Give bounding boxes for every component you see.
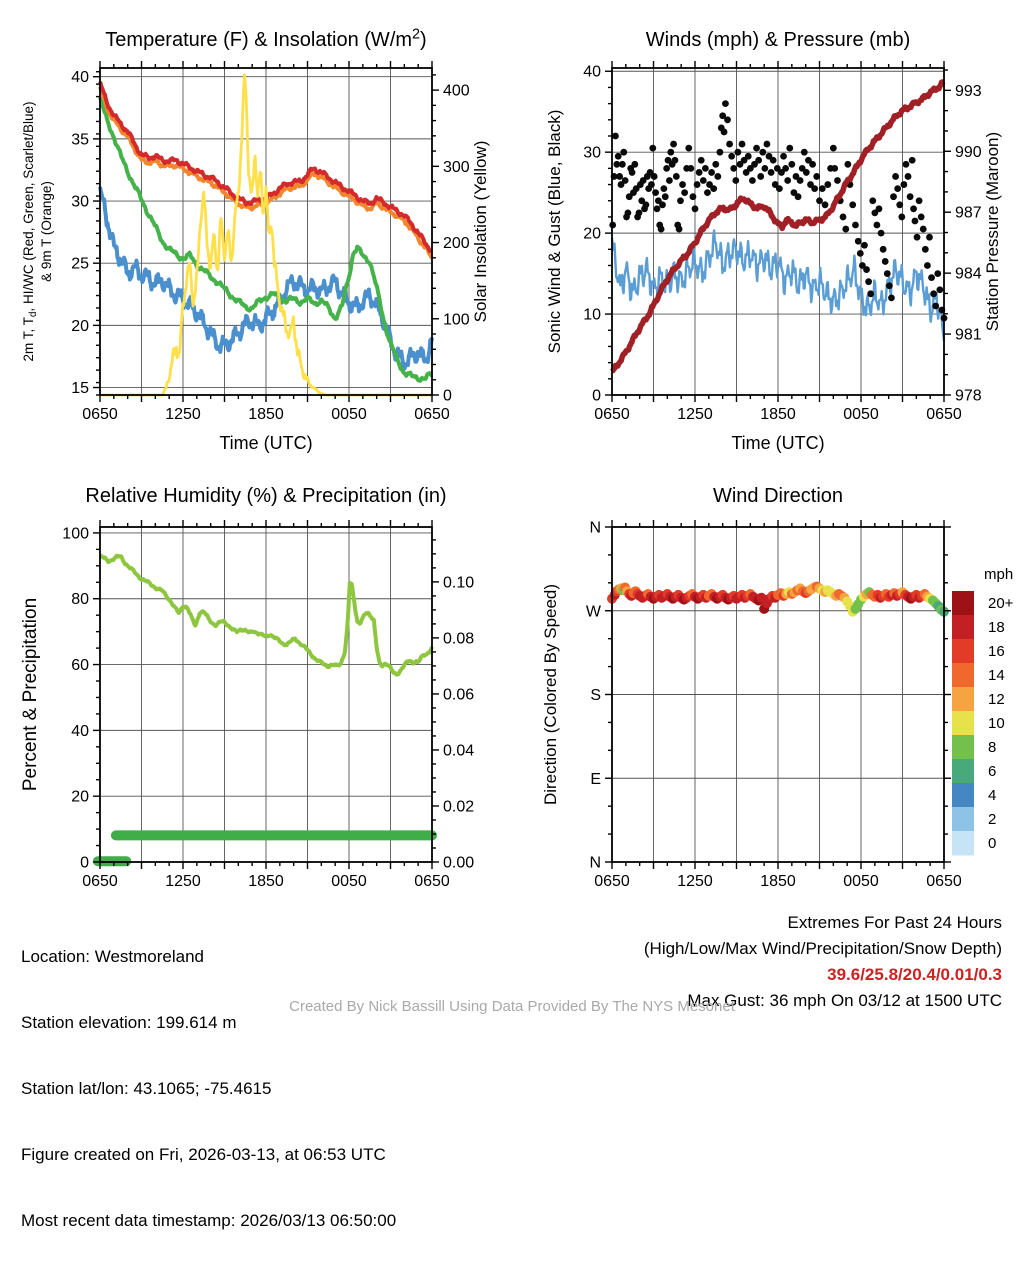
svg-text:0050: 0050 [843, 406, 879, 423]
svg-text:0: 0 [443, 387, 452, 405]
svg-text:30: 30 [71, 193, 89, 211]
svg-text:25: 25 [71, 255, 89, 273]
svg-text:20: 20 [583, 225, 601, 243]
svg-text:Temperature (F) & Insolation (: Temperature (F) & Insolation $(W/m^2)$ [105, 26, 427, 51]
svg-text:0650: 0650 [82, 873, 118, 890]
svg-text:300: 300 [443, 158, 470, 176]
svg-text:1850: 1850 [760, 406, 796, 423]
svg-text:0.02: 0.02 [443, 798, 475, 816]
svg-text:0: 0 [988, 835, 997, 852]
svg-text:200: 200 [443, 235, 470, 253]
svg-text:0050: 0050 [331, 873, 367, 890]
svg-text:8: 8 [988, 739, 997, 756]
svg-text:0050: 0050 [331, 406, 367, 423]
svg-text:0: 0 [592, 387, 601, 405]
svg-text:981: 981 [955, 326, 982, 344]
svg-text:Relative Humidity (%) & Precip: Relative Humidity (%) & Precipitation (in) [85, 485, 447, 507]
svg-text:2m T, Td​, HI/WC (Red, Green,: 2m T, $T_d$, HI/WC (Red, Green, Scarlet/Blue) [21, 101, 39, 362]
svg-text:20+: 20+ [988, 595, 1014, 612]
max-gust: Max Gust: 36 mph On 03/12 at 1500 UTC [687, 991, 1002, 1010]
svg-text:60: 60 [71, 657, 89, 675]
svg-text:16: 16 [988, 643, 1005, 660]
svg-text:40: 40 [71, 722, 89, 740]
svg-text:18: 18 [988, 619, 1005, 636]
svg-text:20: 20 [71, 788, 89, 806]
svg-text:2: 2 [988, 811, 997, 828]
svg-text:40: 40 [583, 63, 601, 81]
svg-text:Time (UTC): Time (UTC) [731, 433, 825, 453]
svg-text:987: 987 [955, 204, 982, 222]
svg-text:1250: 1250 [677, 406, 713, 423]
station-info [21, 902, 396, 1276]
svg-text:0.04: 0.04 [443, 742, 475, 760]
svg-text:0650: 0650 [82, 406, 118, 423]
svg-text:Wind Direction: Wind Direction [712, 485, 844, 507]
svg-text:Winds (mph) & Pressure (mb): Winds (mph) & Pressure (mb) [645, 29, 911, 51]
svg-text:1850: 1850 [248, 406, 284, 423]
svg-text:40: 40 [71, 69, 89, 87]
svg-text:0650: 0650 [594, 873, 630, 890]
svg-text:14: 14 [988, 667, 1005, 684]
svg-text:0.10: 0.10 [443, 574, 475, 592]
svg-text:S: S [590, 687, 601, 704]
svg-text:35: 35 [71, 131, 89, 149]
svg-text:0050: 0050 [843, 873, 879, 890]
svg-text:N: N [589, 519, 601, 537]
svg-text:1250: 1250 [165, 873, 201, 890]
svg-text:978: 978 [955, 387, 982, 405]
humidity-precipitation-chart [0, 478, 512, 898]
svg-text:0.06: 0.06 [443, 686, 475, 704]
svg-text:0650: 0650 [414, 406, 450, 423]
svg-text:E: E [590, 770, 601, 788]
svg-text:993: 993 [955, 82, 982, 100]
svg-text:W: W [585, 603, 601, 621]
extremes-subtitle: (High/Low/Max Wind/Precipitation/Snow Depth) [643, 939, 1002, 958]
station-latlon: Station lat/lon: 43.1065; -75.4615 [21, 1079, 272, 1098]
svg-text:Station Pressure (Maroon): Station Pressure (Maroon) [983, 131, 1002, 332]
svg-text:10: 10 [583, 306, 601, 324]
svg-text:4: 4 [988, 787, 997, 804]
credit-line: Created By Nick Bassill Using Data Provided By The NYS Mesonet [289, 998, 735, 1015]
svg-text:0.00: 0.00 [443, 854, 475, 872]
svg-text:& 9m T (Orange): & 9m T (Orange) [39, 181, 54, 282]
extremes-values: 39.6/25.8/20.4/0.01/0.3 [827, 965, 1002, 984]
extremes-title: Extremes For Past 24 Hours [787, 913, 1002, 932]
svg-text:30: 30 [583, 144, 601, 162]
figure-created: Figure created on Fri, 2026-03-13, at 06:53 UTC [21, 1145, 386, 1164]
svg-text:80: 80 [71, 591, 89, 609]
svg-text:0650: 0650 [414, 873, 450, 890]
svg-text:100: 100 [443, 311, 470, 329]
svg-text:20: 20 [71, 317, 89, 335]
svg-text:1850: 1850 [248, 873, 284, 890]
svg-text:Direction (Colored By Speed): Direction (Colored By Speed) [541, 583, 560, 806]
svg-text:0650: 0650 [926, 873, 962, 890]
recent-timestamp: Most recent data timestamp: 2026/03/13 06:50:00 [21, 1211, 397, 1230]
svg-text:100: 100 [62, 525, 89, 543]
svg-text:Percent & Precipitation: Percent & Precipitation [20, 597, 41, 792]
svg-text:15: 15 [71, 380, 89, 398]
svg-text:Solar Insolation (Yellow): Solar Insolation (Yellow) [471, 140, 490, 323]
wind-direction-chart [512, 478, 1024, 898]
svg-text:0: 0 [80, 854, 89, 872]
svg-text:984: 984 [955, 265, 982, 283]
svg-text:1250: 1250 [165, 406, 201, 423]
winds-pressure-chart [512, 0, 1024, 478]
svg-text:mph: mph [984, 566, 1014, 583]
station-elevation: Station elevation: 199.614 m [21, 1013, 237, 1032]
svg-text:400: 400 [443, 82, 470, 100]
temperature-insolation-chart [0, 0, 512, 478]
svg-text:1250: 1250 [677, 873, 713, 890]
svg-text:N: N [589, 854, 601, 872]
svg-text:Sonic Wind & Gust (Blue, Black: Sonic Wind & Gust (Blue, Black) [545, 109, 564, 354]
svg-text:10: 10 [988, 715, 1005, 732]
svg-text:0.08: 0.08 [443, 630, 475, 648]
svg-text:0650: 0650 [594, 406, 630, 423]
svg-text:12: 12 [988, 691, 1005, 708]
svg-text:6: 6 [988, 763, 997, 780]
svg-text:0650: 0650 [926, 406, 962, 423]
svg-text:1850: 1850 [760, 873, 796, 890]
svg-text:990: 990 [955, 143, 982, 161]
svg-text:Time (UTC): Time (UTC) [219, 433, 313, 453]
station-location: Location: Westmoreland [21, 947, 205, 966]
